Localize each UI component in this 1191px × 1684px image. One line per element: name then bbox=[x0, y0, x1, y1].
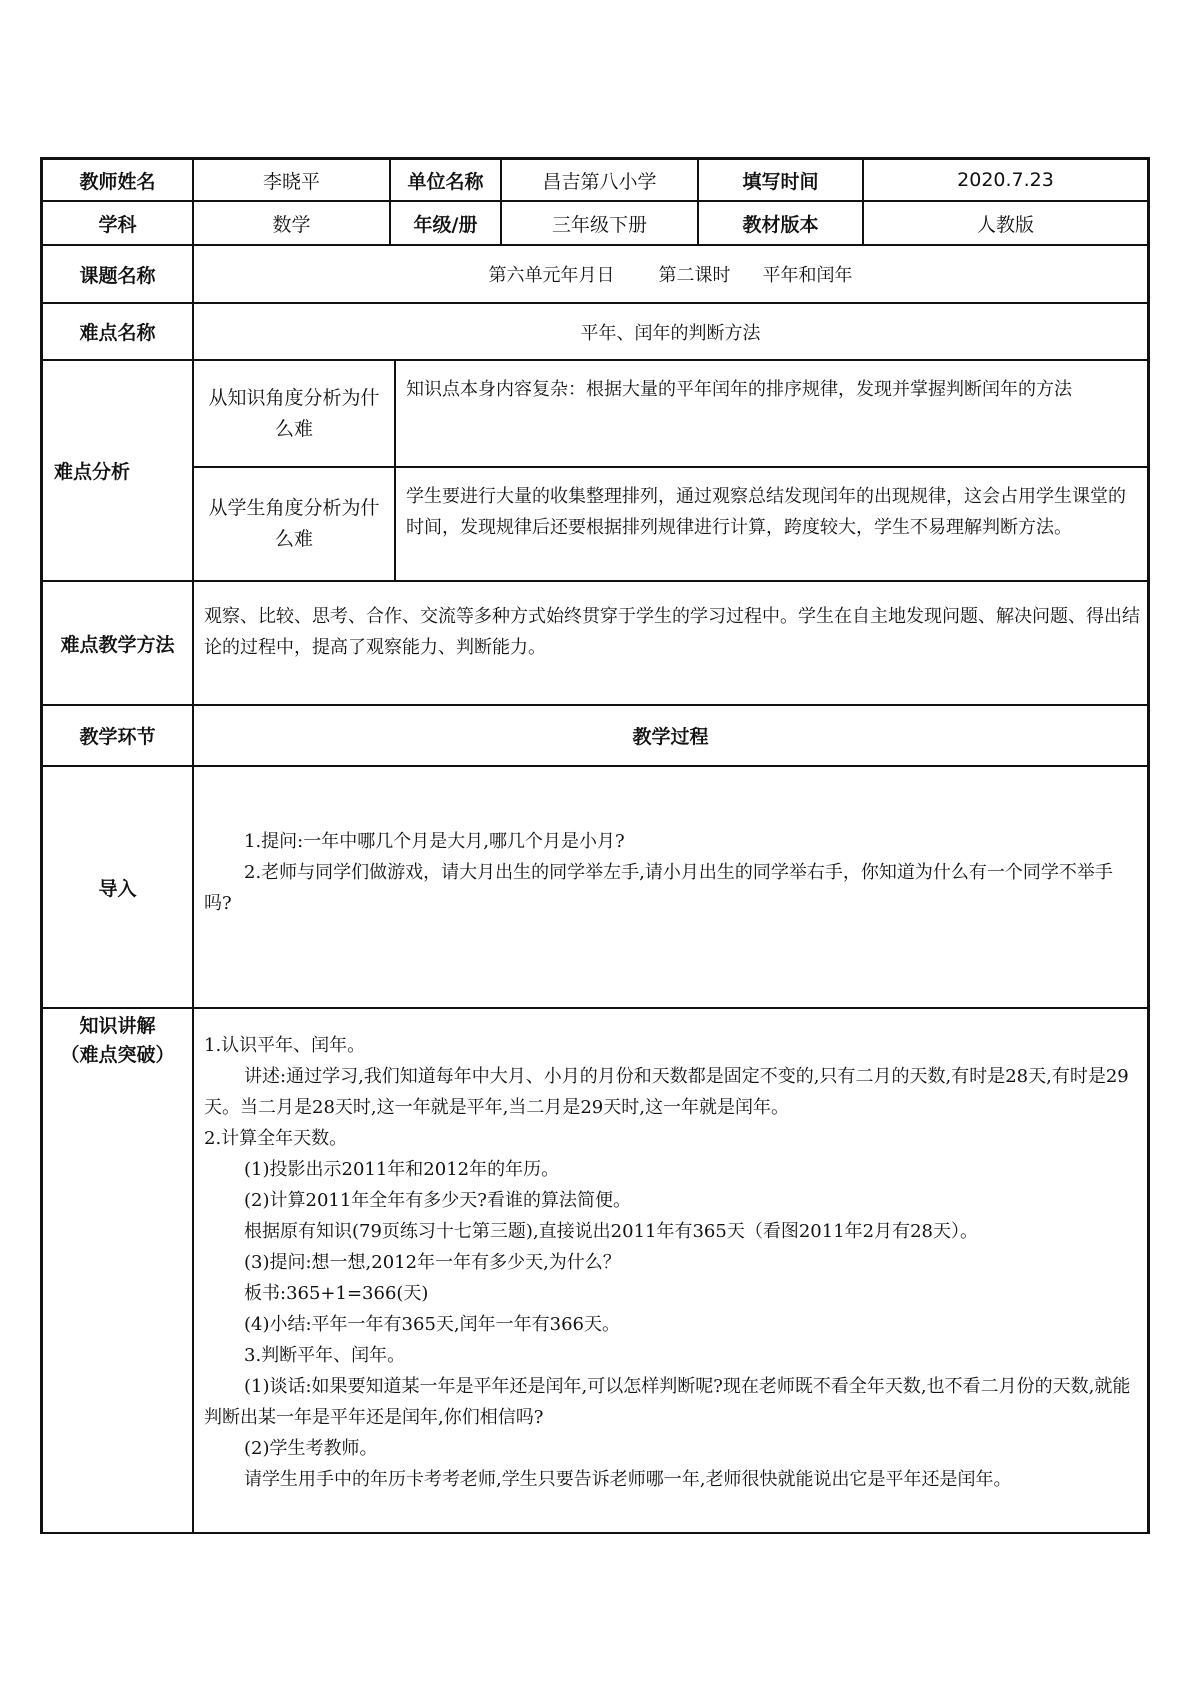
knowledge-p6: 根据原有知识(79页练习十七第三题),直接说出2011年有365天（看图2011年2月有28天）。 bbox=[244, 1221, 978, 1242]
knowledge-p8: 板书:365+1=366(天) bbox=[244, 1283, 429, 1304]
col-divider bbox=[394, 360, 396, 581]
teacher-name-value: 李晓平 bbox=[262, 170, 320, 193]
intro-line-2: 2.老师与同学们做游戏，请大月出生的同学举左手,请小月出生的同学举右手，你知道为什么有一个同学不举手吗? bbox=[204, 862, 1113, 914]
difficulty-value: 平年、闰年的判断方法 bbox=[580, 322, 761, 344]
method-paragraph: 观察、比较、思考、合作、交流等多种方式始终贯穿于学生的学习过程中。学生在自主地发现问题、解决问题、得出结论的过程中，提高了观察能力、判断能力。 bbox=[204, 606, 1140, 658]
knowledge-angle-label: 从知识角度分析为什么难 bbox=[208, 386, 380, 440]
col-divider bbox=[192, 157, 194, 1534]
topic-unit: 第六单元年月日 bbox=[488, 265, 615, 286]
edition-label: 教材版本 bbox=[742, 213, 819, 236]
knowledge-p12: (2)学生考教师。 bbox=[244, 1438, 378, 1459]
grade-label: 年级/册 bbox=[413, 213, 478, 236]
stage-header-label: 教学环节 bbox=[79, 726, 156, 748]
fill-date-label: 填写时间 bbox=[742, 170, 819, 193]
knowledge-angle-text bbox=[406, 374, 1138, 405]
knowledge-p7: (3)提问:想一想,2012年一年有多少天,为什么？ bbox=[244, 1252, 621, 1273]
knowledge-p3: 2.计算全年天数。 bbox=[204, 1128, 348, 1149]
teacher-name-label: 教师姓名 bbox=[79, 170, 156, 193]
knowledge-p10: 3.判断平年、闰年。 bbox=[244, 1345, 406, 1366]
method-label: 难点教学方法 bbox=[60, 633, 175, 656]
knowledge-p4: (1)投影出示2011年和2012年的年历。 bbox=[244, 1159, 560, 1180]
knowledge-p11: (1)谈话:如果要知道某一年是平年还是闰年,可以怎样判断呢?现在老师既不看全年天数,也不看二月份的天数,就能判断出某一年是平年还是闰年,你们相信吗? bbox=[204, 1376, 1131, 1428]
fill-date-value: 2020.7.23 bbox=[957, 169, 1054, 191]
topic-label: 课题名称 bbox=[79, 264, 156, 287]
topic-lesson: 第二课时 bbox=[658, 265, 731, 286]
topic-title: 平年和闰年 bbox=[762, 265, 853, 286]
table-bottom-border bbox=[40, 1532, 1149, 1534]
knowledge-p1: 1.认识平年、闰年。 bbox=[204, 1035, 366, 1056]
topic-value bbox=[194, 246, 1147, 302]
process-header-label: 教学过程 bbox=[632, 726, 709, 748]
knowledge-p2: 讲述:通过学习,我们知道每年中大月、小月的月份和天数都是固定不变的,只有二月的天数,有时是28天,有时是29天。当二月是28天时,这一年就是平年,当二月是29天时,这一年就是闰年。 bbox=[204, 1066, 1129, 1118]
knowledge-p5: (2)计算2011年全年有多少天?看谁的算法简便。 bbox=[244, 1190, 631, 1211]
subject-label: 学科 bbox=[98, 213, 137, 236]
row-divider bbox=[40, 1007, 1149, 1009]
intro-line-1: 1.提问:一年中哪几个月是大月,哪几个月是小月? bbox=[244, 831, 625, 852]
intro-label: 导入 bbox=[98, 877, 137, 900]
knowledge-section-subtitle: （难点突破） bbox=[60, 1044, 175, 1066]
school-name-label: 单位名称 bbox=[407, 170, 484, 193]
student-angle-text bbox=[406, 481, 1138, 543]
student-angle-paragraph: 学生要进行大量的收集整理排列，通过观察总结发现闰年的出现规律，这会占用学生课堂的时间，发现规律后还要根据排列规律进行计算，跨度较大，学生不易理解判断方法。 bbox=[406, 486, 1126, 538]
subject-value: 数学 bbox=[272, 213, 311, 236]
table-right-border bbox=[1147, 157, 1150, 1534]
knowledge-p9: (4)小结:平年一年有365天,闰年一年有366天。 bbox=[244, 1314, 620, 1335]
row-divider bbox=[40, 765, 1149, 767]
knowledge-content bbox=[204, 1030, 1140, 1495]
knowledge-angle-paragraph: 知识点本身内容复杂：根据大量的平年闰年的排序规律，发现并掌握判断闰年的方法 bbox=[406, 379, 1072, 400]
student-angle-label: 从学生角度分析为什么难 bbox=[208, 497, 380, 550]
knowledge-section-label bbox=[43, 1012, 192, 1070]
row-divider bbox=[40, 580, 1149, 582]
difficulty-label: 难点名称 bbox=[79, 322, 156, 344]
knowledge-p13: 请学生用手中的年历卡考考老师,学生只要告诉老师哪一年,老师很快就能说出它是平年还是闰年。 bbox=[244, 1469, 1012, 1490]
edition-value: 人教版 bbox=[976, 213, 1034, 236]
intro-content bbox=[204, 826, 1140, 919]
grade-value: 三年级下册 bbox=[551, 213, 647, 236]
analysis-label: 难点分析 bbox=[54, 461, 131, 483]
school-name-value: 昌吉第八小学 bbox=[542, 170, 657, 193]
method-text bbox=[204, 601, 1140, 663]
knowledge-section-title: 知识讲解 bbox=[79, 1015, 156, 1037]
